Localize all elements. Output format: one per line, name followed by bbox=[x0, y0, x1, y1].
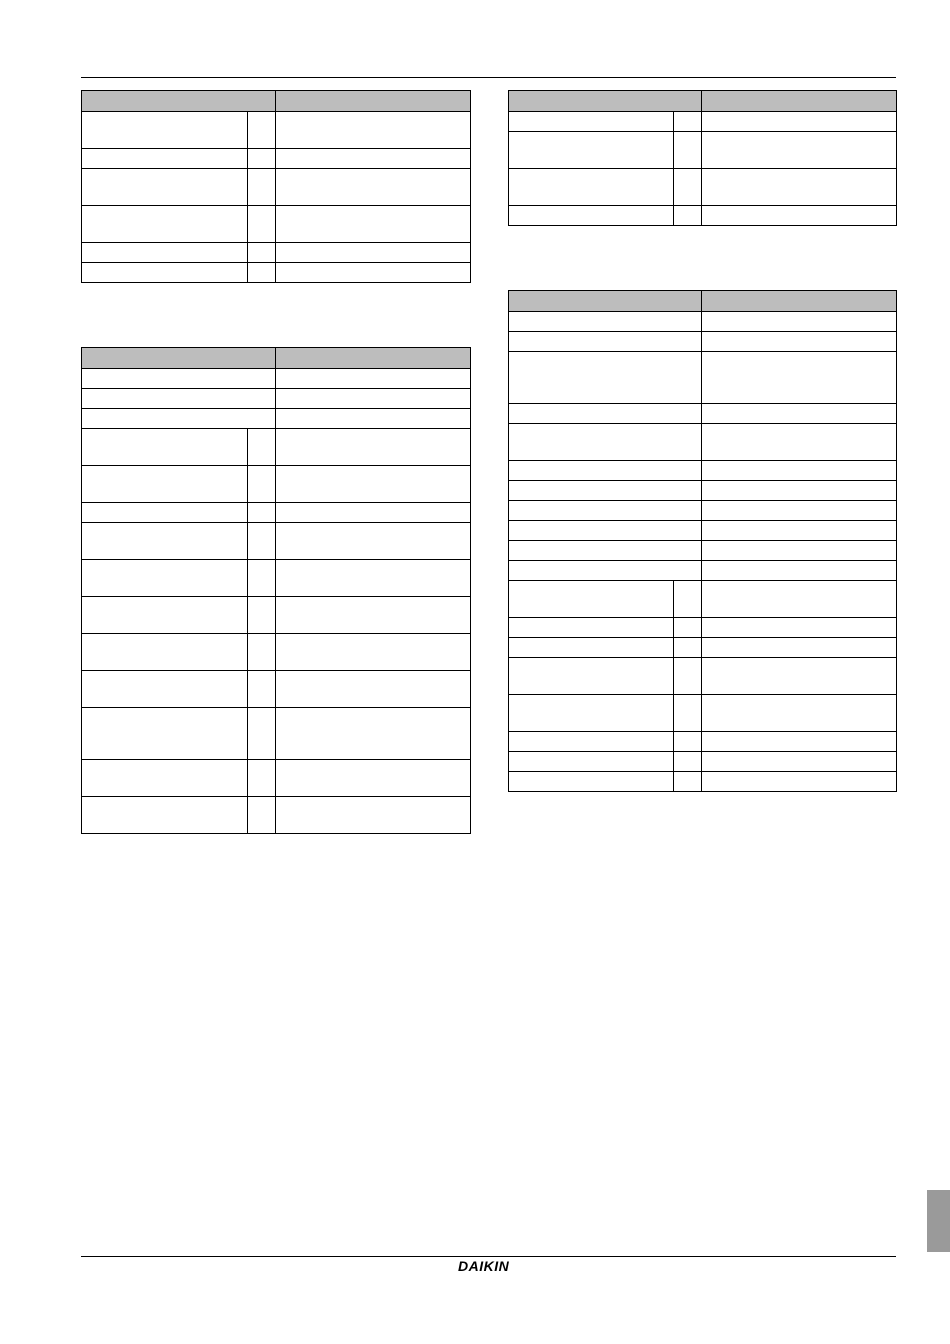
table-cell bbox=[702, 618, 897, 638]
table-cell bbox=[509, 352, 702, 404]
table-cell bbox=[509, 112, 674, 132]
table-row bbox=[82, 797, 471, 834]
table-row bbox=[509, 206, 897, 226]
table-header-row bbox=[509, 291, 897, 312]
table-cell bbox=[248, 466, 276, 503]
table-row bbox=[82, 523, 471, 560]
table-cell bbox=[702, 132, 897, 169]
table-row bbox=[509, 541, 897, 561]
table-row bbox=[509, 658, 897, 695]
table-cell bbox=[82, 671, 248, 708]
table-cell bbox=[674, 132, 702, 169]
table-cell bbox=[82, 503, 248, 523]
table-cell bbox=[702, 352, 897, 404]
table-cell bbox=[702, 404, 897, 424]
table-cell bbox=[276, 671, 471, 708]
spec-table bbox=[508, 90, 897, 226]
header-cell bbox=[509, 291, 702, 312]
table-cell bbox=[248, 263, 276, 283]
header-cell bbox=[82, 91, 276, 112]
table-cell bbox=[276, 149, 471, 169]
spec-table bbox=[81, 90, 471, 283]
table-row bbox=[509, 618, 897, 638]
chapter-tab bbox=[927, 1190, 950, 1252]
header-cell bbox=[276, 348, 471, 369]
table-cell bbox=[702, 561, 897, 581]
table-cell bbox=[82, 708, 248, 760]
table-cell bbox=[82, 149, 248, 169]
table-cell bbox=[276, 409, 471, 429]
table-cell bbox=[702, 658, 897, 695]
table-cell bbox=[674, 695, 702, 732]
table-cell bbox=[82, 389, 276, 409]
table-cell bbox=[509, 169, 674, 206]
table-cell bbox=[82, 112, 248, 149]
table-cell bbox=[509, 541, 702, 561]
table-cell bbox=[674, 638, 702, 658]
table-cell bbox=[702, 638, 897, 658]
table-cell bbox=[674, 169, 702, 206]
spec-table bbox=[508, 290, 897, 792]
table-cell bbox=[82, 169, 248, 206]
header-cell bbox=[509, 91, 702, 112]
table-row bbox=[82, 429, 471, 466]
table-cell bbox=[509, 638, 674, 658]
table-cell bbox=[509, 772, 674, 792]
table-cell bbox=[248, 112, 276, 149]
table-cell bbox=[82, 597, 248, 634]
table-row bbox=[509, 132, 897, 169]
table-cell bbox=[509, 481, 702, 501]
table-cell bbox=[509, 461, 702, 481]
table-cell bbox=[248, 523, 276, 560]
table-row bbox=[509, 581, 897, 618]
table-cell bbox=[276, 243, 471, 263]
table-row bbox=[509, 772, 897, 792]
table-row bbox=[509, 752, 897, 772]
table-cell bbox=[248, 149, 276, 169]
table-cell bbox=[276, 708, 471, 760]
table-row bbox=[509, 732, 897, 752]
table-cell bbox=[702, 581, 897, 618]
table-cell bbox=[276, 597, 471, 634]
table-row bbox=[82, 634, 471, 671]
table-cell bbox=[702, 112, 897, 132]
table-cell bbox=[702, 501, 897, 521]
table-cell bbox=[509, 332, 702, 352]
table-cell bbox=[248, 708, 276, 760]
table-cell bbox=[276, 112, 471, 149]
table-cell bbox=[509, 501, 702, 521]
table-cell bbox=[702, 752, 897, 772]
table-cell bbox=[674, 112, 702, 132]
table-cell bbox=[82, 206, 248, 243]
table-cell bbox=[509, 132, 674, 169]
table-row bbox=[509, 169, 897, 206]
table-cell bbox=[82, 760, 248, 797]
table-row bbox=[82, 560, 471, 597]
header-cell bbox=[276, 91, 471, 112]
table-row bbox=[509, 112, 897, 132]
table-cell bbox=[702, 772, 897, 792]
table-cell bbox=[276, 389, 471, 409]
table-cell bbox=[276, 263, 471, 283]
footer-rule bbox=[81, 1256, 896, 1257]
table-row bbox=[82, 760, 471, 797]
table-cell bbox=[702, 732, 897, 752]
table-row bbox=[82, 503, 471, 523]
table-cell bbox=[248, 797, 276, 834]
table-cell bbox=[674, 752, 702, 772]
table-cell bbox=[509, 424, 702, 461]
table-cell bbox=[82, 243, 248, 263]
table-cell bbox=[82, 429, 248, 466]
table-cell bbox=[248, 671, 276, 708]
table-cell bbox=[509, 658, 674, 695]
table-cell bbox=[509, 561, 702, 581]
spec-table bbox=[81, 347, 471, 834]
table-cell bbox=[248, 206, 276, 243]
table-cell bbox=[276, 503, 471, 523]
table-cell bbox=[702, 424, 897, 461]
table-row bbox=[509, 521, 897, 541]
header-cell bbox=[702, 291, 897, 312]
table-cell bbox=[248, 429, 276, 466]
table-row bbox=[509, 461, 897, 481]
table-row bbox=[509, 424, 897, 461]
table-cell bbox=[248, 760, 276, 797]
table-row bbox=[82, 206, 471, 243]
table-cell bbox=[702, 481, 897, 501]
table-row bbox=[509, 404, 897, 424]
table-cell bbox=[248, 169, 276, 206]
table-cell bbox=[674, 772, 702, 792]
table-row bbox=[82, 149, 471, 169]
table-cell bbox=[82, 797, 248, 834]
table-cell bbox=[276, 523, 471, 560]
table-cell bbox=[702, 461, 897, 481]
table-cell bbox=[702, 312, 897, 332]
table-row bbox=[82, 389, 471, 409]
table-row bbox=[509, 481, 897, 501]
table-cell bbox=[82, 634, 248, 671]
table-cell bbox=[276, 634, 471, 671]
table-row bbox=[82, 369, 471, 389]
table-cell bbox=[674, 206, 702, 226]
table-cell bbox=[702, 332, 897, 352]
table-cell bbox=[674, 732, 702, 752]
table-cell bbox=[276, 797, 471, 834]
table-cell bbox=[276, 760, 471, 797]
table-cell bbox=[509, 732, 674, 752]
table-cell bbox=[276, 466, 471, 503]
table-cell bbox=[674, 581, 702, 618]
table-row bbox=[509, 352, 897, 404]
table-cell bbox=[702, 206, 897, 226]
daikin-logo: DAIKIN bbox=[458, 1258, 510, 1274]
table-header-row bbox=[82, 348, 471, 369]
table-cell bbox=[674, 658, 702, 695]
table-row bbox=[82, 169, 471, 206]
table-cell bbox=[248, 560, 276, 597]
table-cell bbox=[702, 169, 897, 206]
table-header-row bbox=[509, 91, 897, 112]
table-row bbox=[509, 561, 897, 581]
table-row bbox=[82, 708, 471, 760]
table-cell bbox=[509, 404, 702, 424]
table-row bbox=[82, 409, 471, 429]
table-cell bbox=[276, 169, 471, 206]
table-row bbox=[82, 671, 471, 708]
table-cell bbox=[248, 597, 276, 634]
table-row bbox=[82, 597, 471, 634]
header-cell bbox=[82, 348, 276, 369]
table-cell bbox=[674, 618, 702, 638]
table-cell bbox=[509, 695, 674, 732]
table-cell bbox=[509, 312, 702, 332]
header-cell bbox=[702, 91, 897, 112]
table-cell bbox=[509, 752, 674, 772]
table-cell bbox=[276, 369, 471, 389]
table-cell bbox=[248, 243, 276, 263]
table-cell bbox=[509, 618, 674, 638]
table-cell bbox=[82, 409, 276, 429]
table-cell bbox=[82, 263, 248, 283]
table-cell bbox=[276, 206, 471, 243]
table-row bbox=[82, 243, 471, 263]
table-cell bbox=[82, 466, 248, 503]
table-cell bbox=[82, 523, 248, 560]
table-cell bbox=[276, 560, 471, 597]
table-row bbox=[82, 112, 471, 149]
table-cell bbox=[509, 206, 674, 226]
table-row bbox=[82, 466, 471, 503]
table-cell bbox=[276, 429, 471, 466]
header-rule bbox=[81, 77, 896, 78]
table-cell bbox=[702, 695, 897, 732]
table-cell bbox=[509, 581, 674, 618]
table-cell bbox=[509, 521, 702, 541]
table-header-row bbox=[82, 91, 471, 112]
table-row bbox=[509, 695, 897, 732]
table-row bbox=[82, 263, 471, 283]
table-row bbox=[509, 501, 897, 521]
table-cell bbox=[702, 521, 897, 541]
table-cell bbox=[248, 634, 276, 671]
table-cell bbox=[82, 369, 276, 389]
table-cell bbox=[702, 541, 897, 561]
table-row bbox=[509, 638, 897, 658]
table-row bbox=[509, 332, 897, 352]
table-row bbox=[509, 312, 897, 332]
table-cell bbox=[248, 503, 276, 523]
table-cell bbox=[82, 560, 248, 597]
